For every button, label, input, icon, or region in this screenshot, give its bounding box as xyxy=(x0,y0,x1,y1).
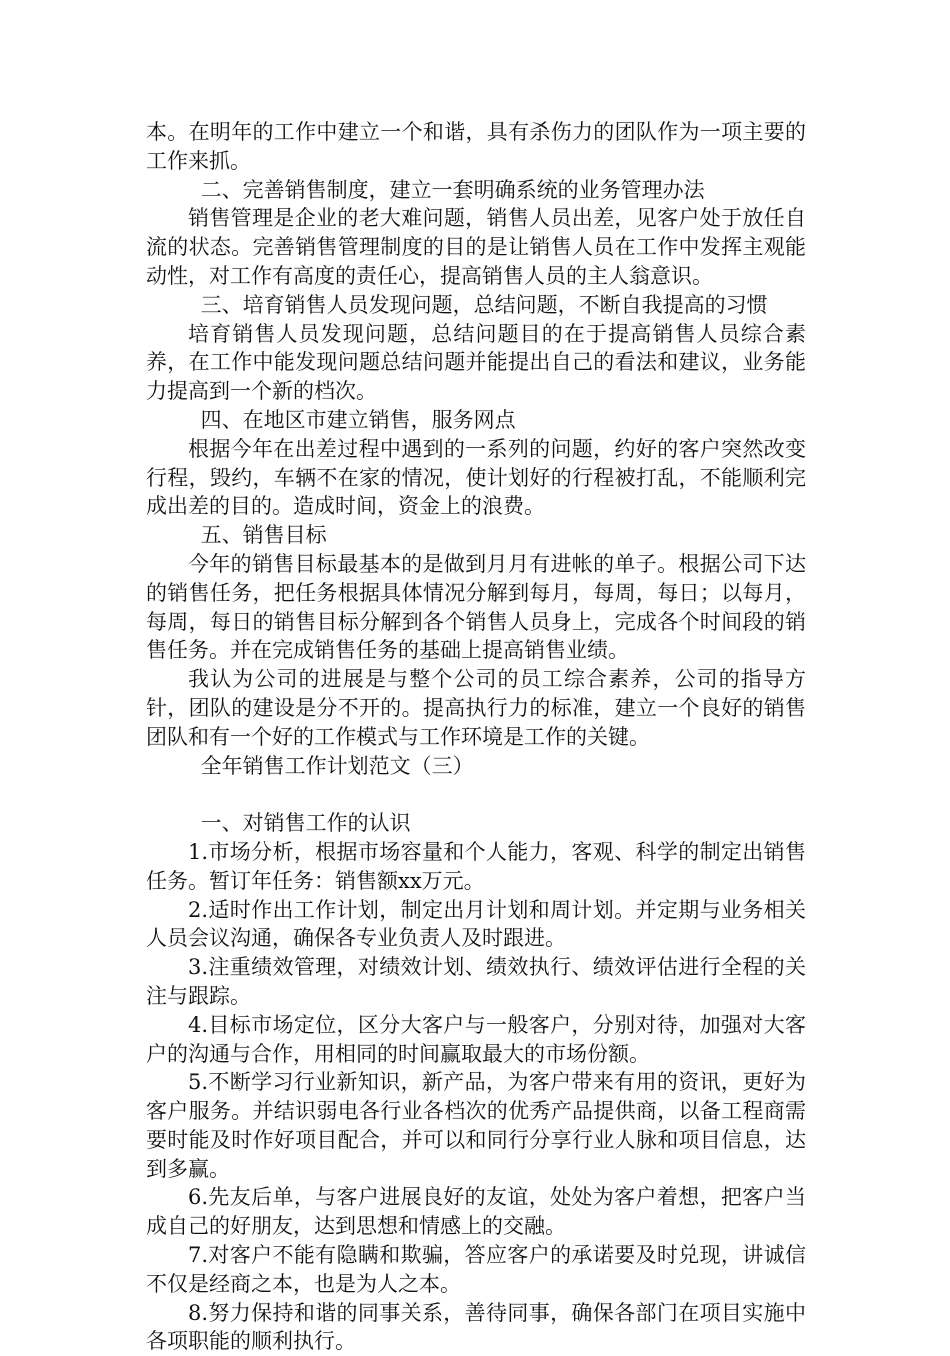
list-item-7: 7.对客户不能有隐瞒和欺骗，答应客户的承诺要及时兑现，讲诚信不仅是经商之本，也是为人之本。 xyxy=(146,1243,806,1296)
list-item-6: 6.先友后单，与客户进展良好的友谊，处处为客户着想，把客户当成自己的好朋友，达到思想和情感上的交融。 xyxy=(146,1185,806,1239)
list-item-2: 2.适时作出工作计划，制定出月计划和周计划。并定期与业务相关人员会议沟通，确保各专业负责人及时跟进。 xyxy=(146,897,806,951)
document-subtitle: 全年销售工作计划范文（三） xyxy=(200,753,474,778)
section-heading-3: 三、培育销售人员发现问题，总结问题，不断自我提高的习惯 xyxy=(200,292,768,317)
section-heading-4: 四、在地区市建立销售，服务网点 xyxy=(200,407,516,432)
document-page xyxy=(146,118,806,1356)
paragraph-continuation: 本。在明年的工作中建立一个和谐，具有杀伤力的团队作为一项主要的工作来抓。 xyxy=(146,120,806,173)
paragraph-sales-target: 今年的销售目标最基本的是做到月月有进帐的单子。根据公司下达的销售任务，把任务根据具体情况分解到每月，每周，每日；以每月，每周，每日的销售目标分解到各个销售人员身上，完成各个时间段的销售任务。并在完成销售任务的基础上提高销售业绩。 xyxy=(146,551,806,663)
list-item-3: 3.注重绩效管理，对绩效计划、绩效执行、绩效评估进行全程的关注与跟踪。 xyxy=(146,955,806,1008)
paragraph-cultivate-staff: 培育销售人员发现问题，总结问题目的在于提高销售人员综合素养，在工作中能发现问题总结问题并能提出自己的看法和建议，业务能力提高到一个新的档次。 xyxy=(146,321,806,404)
list-item-1: 1.市场分析，根据市场容量和个人能力，客观、科学的制定出销售任务。暂订年任务：销售额xx万元。 xyxy=(146,839,806,893)
paragraph-sales-management: 销售管理是企业的老大难问题，销售人员出差，见客户处于放任自流的状态。完善销售管理制度的目的是让销售人员在工作中发挥主观能动性，对工作有高度的责任心，提高销售人员的主人翁意识。 xyxy=(146,206,806,288)
list-item-8: 8.努力保持和谐的同事关系，善待同事，确保各部门在项目实施中各项职能的顺利执行。 xyxy=(146,1300,806,1354)
section-heading-5: 五、销售目标 xyxy=(200,523,327,548)
blank-line xyxy=(146,780,806,809)
section-heading-1: 一、对销售工作的认识 xyxy=(200,811,411,836)
paragraph-company-progress: 我认为公司的进展是与整个公司的员工综合素养，公司的指导方针，团队的建设是分不开的。提高执行力的标准，建立一个良好的销售团队和有一个好的工作模式与工作环境是工作的关键。 xyxy=(146,667,806,749)
list-item-4: 4.目标市场定位，区分大客户与一般客户，分别对待，加强对大客户的沟通与合作，用相同的时间赢取最大的市场份额。 xyxy=(146,1012,806,1066)
section-heading-2: 二、完善销售制度，建立一套明确系统的业务管理办法 xyxy=(200,177,705,202)
list-item-5: 5.不断学习行业新知识，新产品，为客户带来有用的资讯，更好为客户服务。并结识弱电各行业各档次的优秀产品提供商，以备工程商需要时能及时作好项目配合，并可以和同行分享行业人脉和项目信息，达到多赢。 xyxy=(146,1070,806,1181)
paragraph-service-network: 根据今年在出差过程中遇到的一系列的问题，约好的客户突然改变行程，毁约，车辆不在家的情况，使计划好的行程被打乱，不能顺利完成出差的目的。造成时间，资金上的浪费。 xyxy=(146,436,806,519)
